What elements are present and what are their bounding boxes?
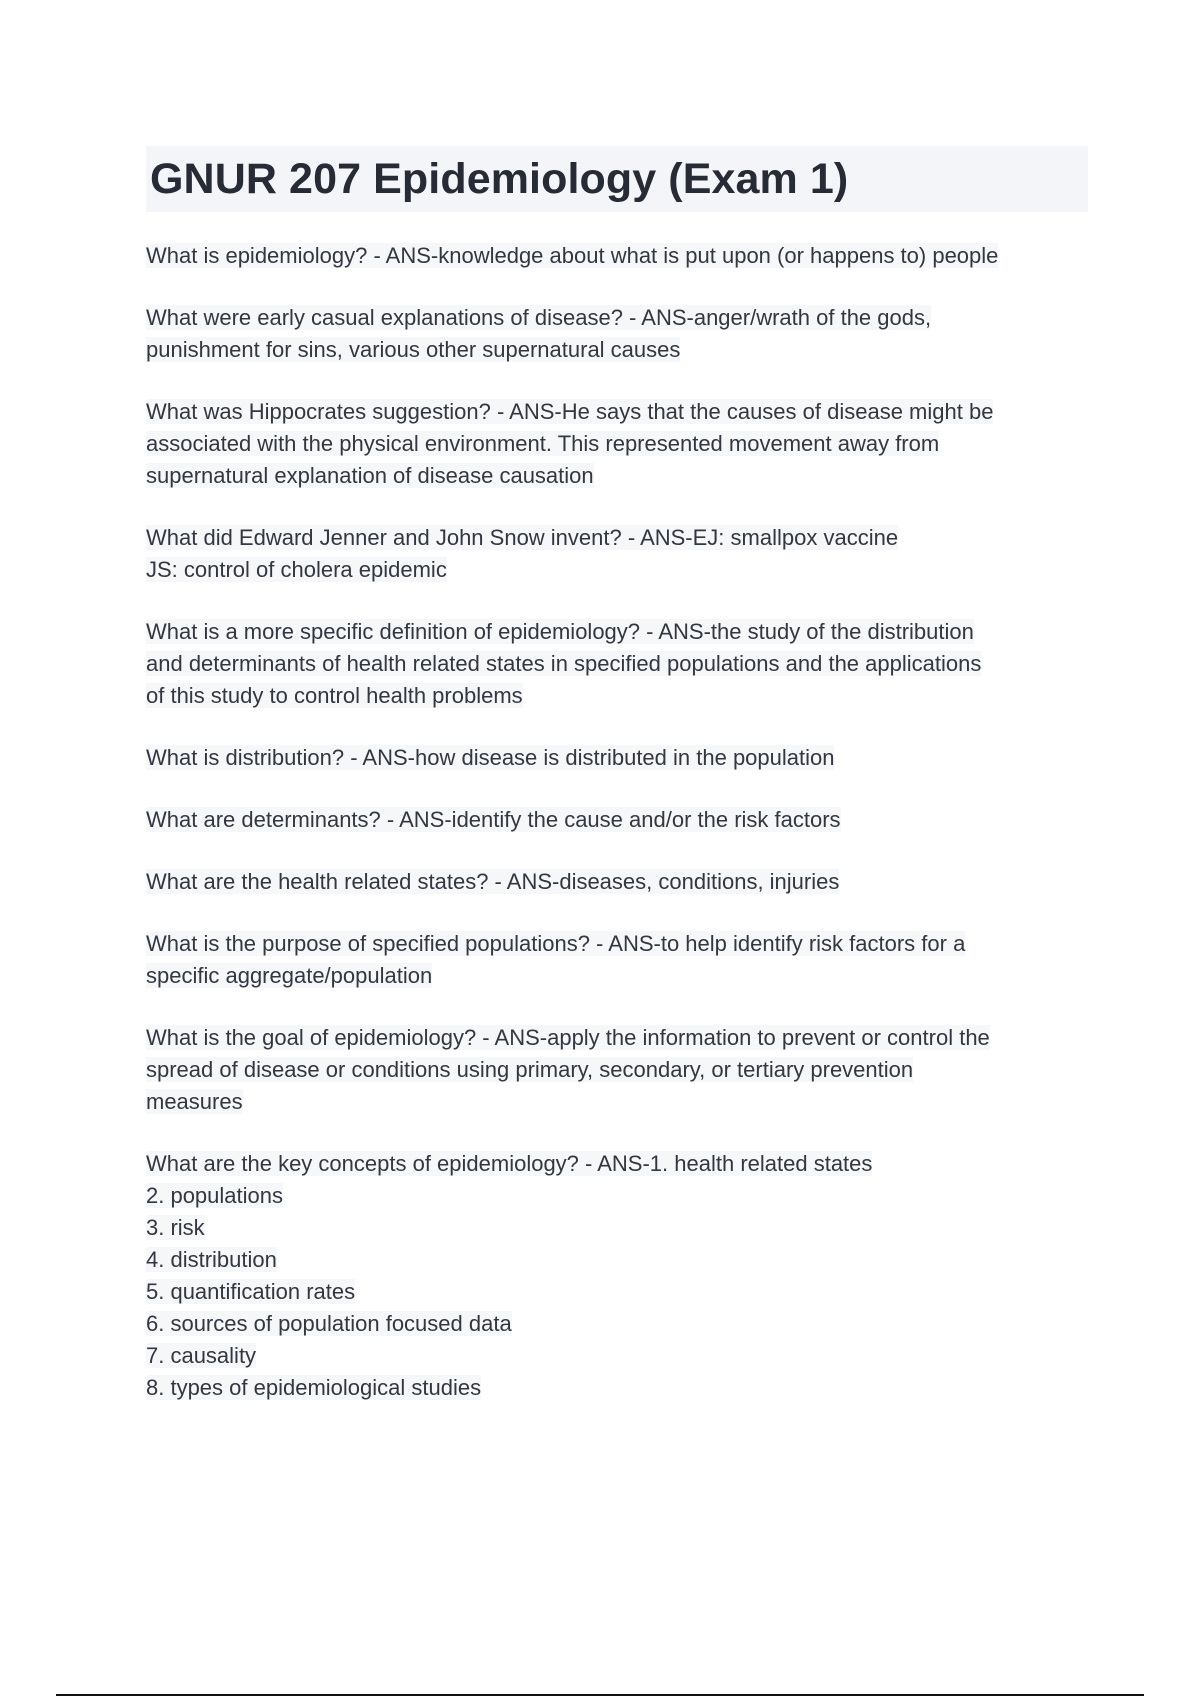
qa-line-text: What are determinants? - ANS-identify the cause and/or the risk factors [146,807,841,832]
qa-line-text: supernatural explanation of disease causation [146,463,594,488]
list-item: 3. risk [146,1215,205,1240]
list-item: 7. causality [146,1343,257,1368]
list-item: 5. quantification rates [146,1279,356,1304]
qa-line-text: What is distribution? - ANS-how disease is distributed in the population [146,745,835,770]
qa-line-text: and determinants of health related states in specified populations and the applications [146,651,982,676]
list-item: 2. populations [146,1183,283,1208]
qa-line-text: What did Edward Jenner and John Snow invent? - ANS-EJ: smallpox vaccine [146,525,899,550]
qa-item [146,522,1096,586]
qa-line-text: specific aggregate/population [146,963,433,988]
qa-line-text: What was Hippocrates suggestion? - ANS-He says that the causes of disease might be [146,399,994,424]
qa-item [146,742,1096,774]
footer-divider [56,1694,1144,1696]
qa-item [146,1148,1096,1404]
qa-item [146,240,1096,272]
qa-item [146,804,1096,836]
page-title: GNUR 207 Epidemiology (Exam 1) [146,146,1088,212]
qa-line-text: JS: control of cholera epidemic [146,557,447,582]
qa-item [146,396,1096,492]
qa-line-text: What is epidemiology? - ANS-knowledge about what is put upon (or happens to) people [146,243,999,268]
qa-line-text: of this study to control health problems [146,683,523,708]
qa-item [146,302,1096,366]
qa-line-text: What were early casual explanations of disease? - ANS-anger/wrath of the gods, [146,305,932,330]
qa-line-text: spread of disease or conditions using primary, secondary, or tertiary prevention [146,1057,914,1082]
qa-line-text: What are the health related states? - ANS-diseases, conditions, injuries [146,869,840,894]
list-item: 6. sources of population focused data [146,1311,512,1336]
qa-item [146,1022,1096,1118]
qa-line-text: measures [146,1089,243,1114]
qa-line-text: What is the purpose of specified populations? - ANS-to help identify risk factors for a [146,931,966,956]
qa-item [146,928,1096,992]
qa-line-text: What is the goal of epidemiology? - ANS-apply the information to prevent or control the [146,1025,990,1050]
qa-line-text: punishment for sins, various other supernatural causes [146,337,681,362]
qa-line-text: What are the key concepts of epidemiology? - ANS-1. health related states [146,1151,873,1176]
qa-list [146,240,1096,1434]
list-item: 8. types of epidemiological studies [146,1375,482,1400]
qa-item [146,866,1096,898]
list-item: 4. distribution [146,1247,277,1272]
qa-line-text: What is a more specific definition of epidemiology? - ANS-the study of the distribution [146,619,974,644]
qa-line-text: associated with the physical environment. This represented movement away from [146,431,940,456]
qa-item [146,616,1096,712]
